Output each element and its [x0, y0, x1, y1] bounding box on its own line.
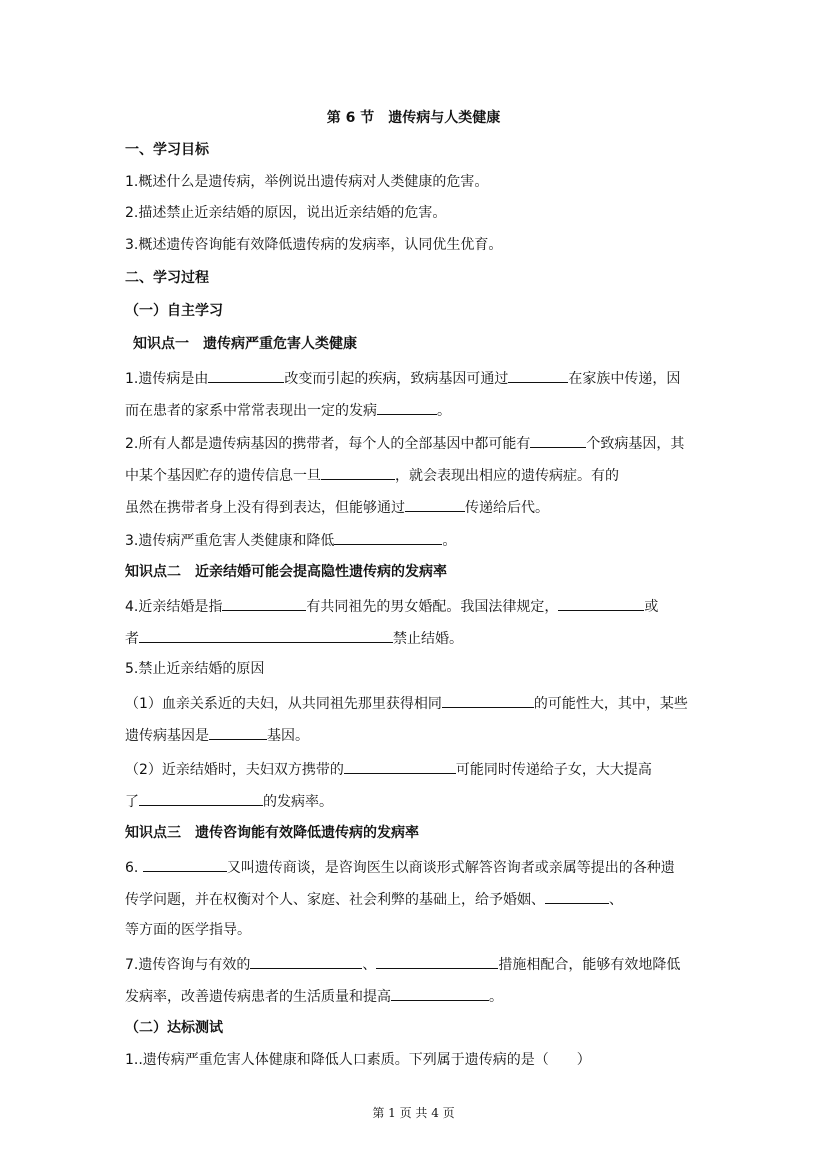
- text: 中某个基因贮存的遗传信息一旦: [125, 468, 321, 484]
- fill-blank[interactable]: [334, 529, 442, 545]
- text: 基因。: [267, 728, 309, 744]
- page-footer: 第 1 页 共 4 页: [372, 1106, 455, 1120]
- text: ，就会表现出相应的遗传病症。有的: [395, 468, 619, 484]
- fill-blank[interactable]: [209, 724, 267, 740]
- text: 、: [362, 957, 377, 973]
- text: （1）血亲关系近的夫妇，从共同祖先那里获得相同: [125, 696, 442, 712]
- fill-blank[interactable]: [208, 367, 284, 383]
- page-title: 第 6 节 遗传病与人类健康: [326, 110, 501, 126]
- text: 3.遗传病严重危害人类健康和降低: [125, 533, 335, 549]
- subsection-self-study: （一）自主学习: [125, 303, 223, 319]
- fill-blank[interactable]: [139, 627, 393, 643]
- knowledge-point-1: 知识点一 遗传病严重危害人类健康: [133, 336, 357, 352]
- question-4-line-1: [125, 595, 705, 617]
- text: （2）近亲结婚时，夫妇双方携带的: [125, 762, 344, 778]
- text: 改变而引起的疾病，致病基因可通过: [284, 371, 509, 387]
- text: 2.所有人都是遗传病基因的携带者，每个人的全部基因中都可能有: [125, 436, 531, 452]
- question-6-line-2: [125, 888, 705, 910]
- text: 措施相配合，能够有效地降低: [498, 957, 681, 973]
- fill-blank[interactable]: [442, 692, 534, 708]
- question-7-line-1: [125, 953, 705, 975]
- question-1-line-2: [125, 399, 705, 421]
- text: 、: [609, 892, 623, 908]
- question-4-line-2: [125, 627, 705, 649]
- question-2-line-1: [125, 432, 705, 454]
- fill-blank[interactable]: [250, 953, 362, 969]
- text: 在家族中传递，因: [568, 371, 681, 387]
- fill-blank[interactable]: [508, 367, 568, 383]
- fill-blank[interactable]: [321, 464, 395, 480]
- text: 了: [125, 794, 139, 810]
- fill-blank[interactable]: [344, 758, 456, 774]
- text: 1.遗传病是由: [125, 371, 209, 387]
- text: 又叫遗传商谈，是咨询医生以商谈形式解答咨询者或亲属等提出的各种遗: [226, 860, 675, 876]
- knowledge-point-2: 知识点二 近亲结婚可能会提高隐性遗传病的发病率: [125, 564, 447, 580]
- text: 虽然在携带者身上没有得到表达，但能够通过: [125, 500, 405, 516]
- question-5: 5.禁止近亲结婚的原因: [125, 661, 265, 677]
- fill-blank[interactable]: [143, 856, 227, 872]
- question-5-part-1-line-1: [125, 692, 705, 714]
- question-5-part-2-line-2: [125, 790, 705, 812]
- question-1-line-1: [125, 367, 705, 389]
- text: 发病率，改善遗传病患者的生活质量和提高: [125, 989, 391, 1005]
- text: 传递给后代。: [465, 500, 549, 516]
- question-2-line-2: [125, 464, 705, 486]
- fill-blank[interactable]: [376, 953, 498, 969]
- text: 7.遗传咨询与有效的: [125, 957, 251, 973]
- text: 6.: [125, 860, 143, 876]
- text: 的可能性大，其中，某些: [533, 696, 688, 712]
- text: 或: [644, 599, 659, 615]
- text: 的发病率。: [263, 794, 333, 810]
- text: 。: [437, 403, 451, 419]
- section-heading-process: 二、学习过程: [125, 270, 209, 286]
- fill-blank[interactable]: [139, 790, 263, 806]
- question-6-line-3: 等方面的医学指导。: [125, 922, 251, 938]
- text: 有共同祖先的男女婚配。我国法律规定，: [306, 599, 559, 615]
- question-6-line-1: [125, 856, 705, 878]
- fill-blank[interactable]: [558, 595, 644, 611]
- test-question-1: 1..遗传病严重危害人体健康和降低人口素质。下列属于遗传病的是（ ）: [125, 1052, 591, 1068]
- question-2-line-3: [125, 496, 705, 518]
- text: 禁止结婚。: [393, 631, 463, 647]
- text: 个致病基因，其: [586, 436, 685, 452]
- text: 4.近亲结婚是指: [125, 599, 223, 615]
- fill-blank[interactable]: [391, 985, 489, 1001]
- text: 传学问题，并在权衡对个人、家庭、社会利弊的基础上，给予婚姻、: [125, 892, 545, 908]
- text: 可能同时传递给子女，大大提高: [455, 762, 652, 778]
- fill-blank[interactable]: [222, 595, 306, 611]
- text: 。: [442, 533, 457, 549]
- text: 遗传病基因是: [125, 728, 209, 744]
- goal-item-2: 2.描述禁止近亲结婚的原因，说出近亲结婚的危害。: [125, 205, 447, 221]
- fill-blank[interactable]: [405, 496, 465, 512]
- question-5-part-1-line-2: [125, 724, 705, 746]
- question-7-line-2: [125, 985, 705, 1007]
- fill-blank[interactable]: [545, 888, 609, 904]
- fill-blank[interactable]: [377, 399, 437, 415]
- goal-item-3: 3.概述遗传咨询能有效降低遗传病的发病率，认同优生优育。: [125, 237, 503, 253]
- text: 而在患者的家系中常常表现出一定的发病: [125, 403, 377, 419]
- text: 者: [125, 631, 139, 647]
- goal-item-1: 1.概述什么是遗传病，举例说出遗传病对人类健康的危害。: [125, 174, 489, 190]
- fill-blank[interactable]: [530, 432, 586, 448]
- question-3: [125, 529, 705, 551]
- text: 。: [489, 989, 503, 1005]
- knowledge-point-3: 知识点三 遗传咨询能有效降低遗传病的发病率: [125, 825, 419, 841]
- subsection-test: （二）达标测试: [125, 1020, 223, 1036]
- question-5-part-2-line-1: [125, 758, 705, 780]
- section-heading-goals: 一、学习目标: [125, 142, 209, 158]
